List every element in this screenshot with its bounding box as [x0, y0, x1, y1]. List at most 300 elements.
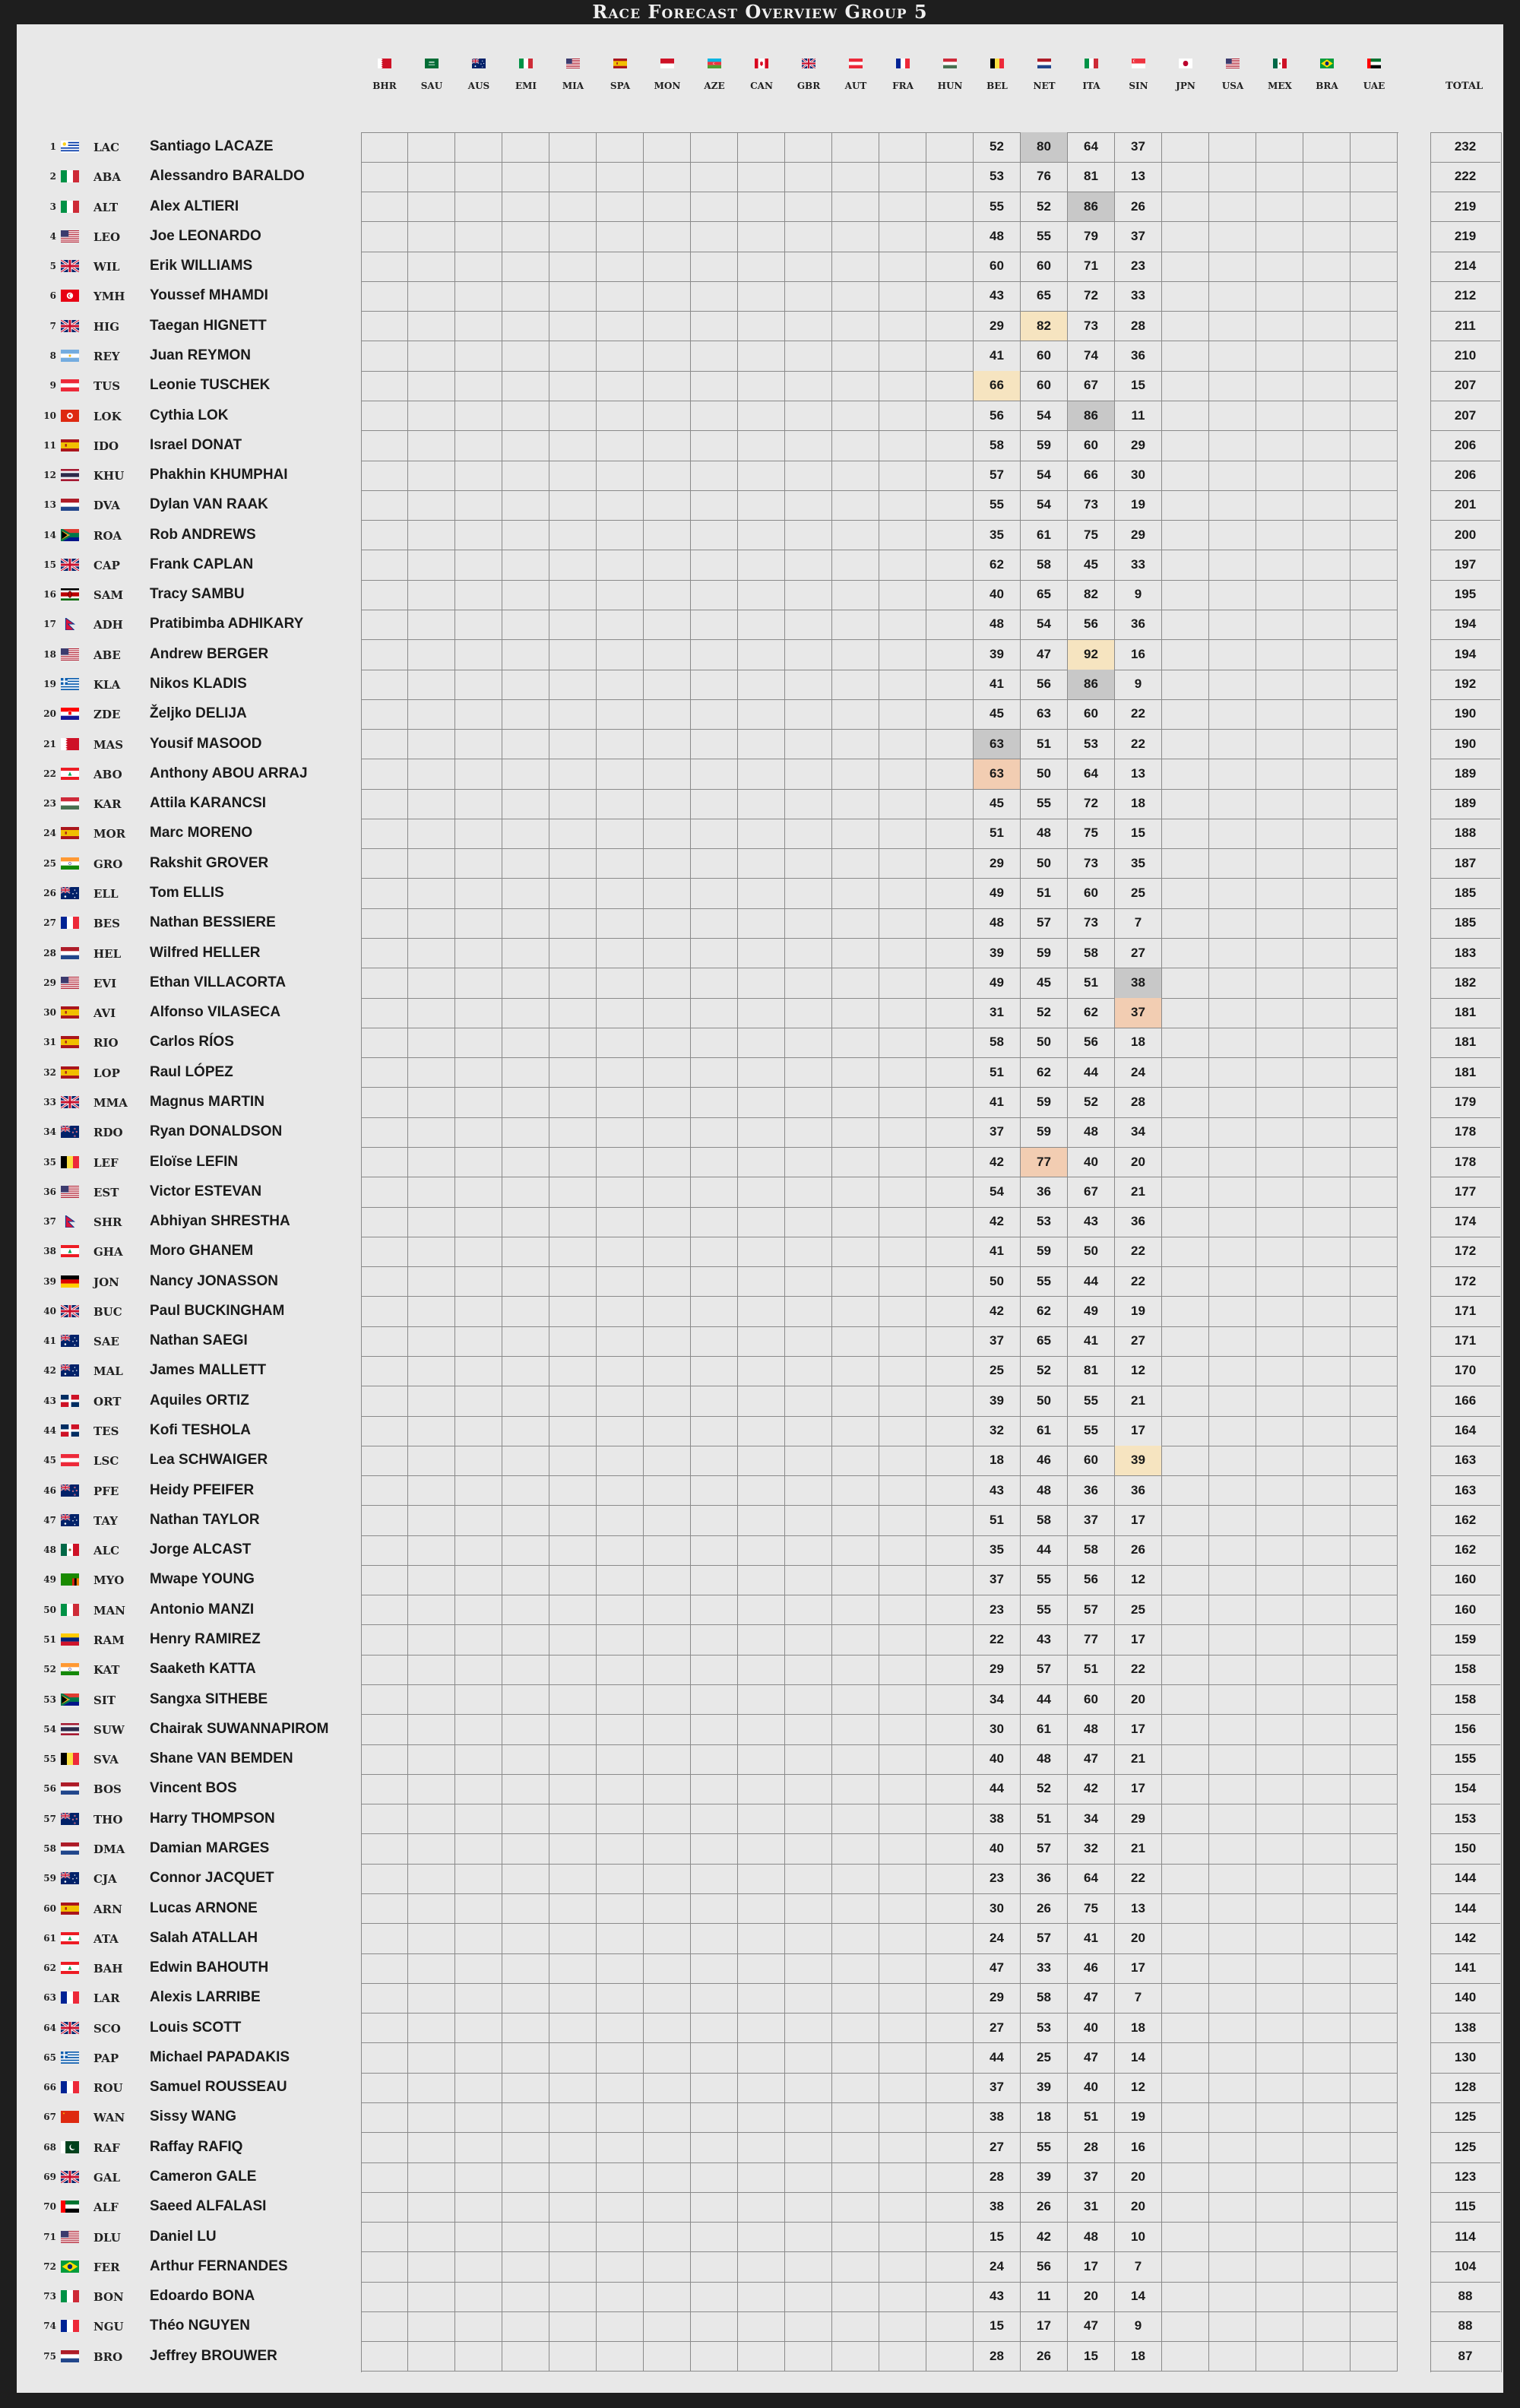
- score-cell-emi: [502, 1237, 549, 1267]
- score-cell-uae: [1351, 610, 1398, 640]
- score-cell-mon: [644, 670, 691, 700]
- score-cell-fra: [879, 1625, 926, 1656]
- score-cell-bra: [1303, 1804, 1351, 1835]
- player-name: Alessandro BARALDO: [150, 168, 305, 184]
- score-cell-sau: [408, 2162, 455, 2193]
- player-name: Lucas ARNONE: [150, 1900, 258, 1916]
- score-cell-usa: [1209, 819, 1256, 849]
- score-cell-fra: [879, 1744, 926, 1775]
- score-cell-emi: [502, 1535, 549, 1566]
- player-code: TUS: [93, 379, 121, 393]
- score-cell-bel: 54: [974, 1177, 1021, 1208]
- score-cell-spa: [597, 580, 644, 610]
- venezuela-flag-icon: [61, 1633, 79, 1646]
- row-position: 47: [43, 1515, 56, 1526]
- score-cell-net: 59: [1021, 939, 1068, 969]
- score-cell-bra: [1303, 1058, 1351, 1088]
- score-cell-spa: [597, 490, 644, 521]
- score-cell-bra: [1303, 2102, 1351, 2133]
- row-position: 34: [43, 1126, 56, 1137]
- player-name: Marc MORENO: [150, 825, 253, 841]
- score-cell-mia: [549, 2252, 597, 2283]
- score-cell-usa: [1209, 1416, 1256, 1446]
- score-cell-gbr: [785, 1655, 832, 1685]
- player-name: Daniel LU: [150, 2229, 217, 2245]
- player-code: LOK: [93, 410, 122, 423]
- score-cell-aut: [832, 2162, 879, 2193]
- player-code: GRO: [93, 857, 123, 871]
- score-cell-uae: [1351, 2342, 1398, 2372]
- score-cell-mon: [644, 2223, 691, 2253]
- total-cell: 172: [1430, 1267, 1500, 1297]
- score-cell-mia: [549, 1655, 597, 1685]
- row-position: 1: [49, 141, 56, 152]
- player-name: Nikos KLADIS: [150, 676, 247, 692]
- score-cell-can: [738, 1625, 785, 1656]
- player-name: Carlos RÍOS: [150, 1034, 234, 1050]
- score-cell-mon: [644, 1774, 691, 1804]
- score-cell-hun: [926, 1476, 974, 1507]
- uae-flag-icon: [61, 2200, 79, 2213]
- canada-flag-icon: [755, 59, 768, 68]
- score-cell-net: 51: [1021, 1804, 1068, 1835]
- newzealand-flag-icon: [61, 1813, 79, 1825]
- score-cell-ita: 46: [1068, 1953, 1115, 1984]
- score-cell-spa: [597, 1655, 644, 1685]
- score-cell-bhr: [361, 968, 408, 999]
- player-name: Jeffrey BROUWER: [150, 2348, 277, 2364]
- score-cell-hun: [926, 670, 974, 700]
- score-cell-sin: 22: [1115, 1864, 1162, 1894]
- score-cell-jpn: [1162, 1028, 1209, 1058]
- score-cell-sin: 19: [1115, 490, 1162, 521]
- score-cell-sin: 25: [1115, 1595, 1162, 1626]
- score-cell-aus: [455, 2073, 502, 2103]
- score-cell-aze: [691, 1237, 738, 1267]
- score-cell-bel: 41: [974, 1088, 1021, 1118]
- score-cell-ita: 86: [1068, 192, 1115, 223]
- score-cell-gbr: [785, 1625, 832, 1656]
- score-cell-bra: [1303, 401, 1351, 432]
- southafrica-flag-icon: [61, 1694, 79, 1706]
- race-code-can: CAN: [750, 81, 773, 91]
- race-code-aut: AUT: [844, 81, 867, 91]
- player-code: RDO: [93, 1126, 123, 1139]
- score-cell-fra: [879, 2014, 926, 2044]
- score-cell-mex: [1256, 1207, 1303, 1237]
- usa-flag-icon: [61, 1186, 79, 1198]
- score-cell-emi: [502, 2192, 549, 2223]
- score-cell-usa: [1209, 1476, 1256, 1507]
- score-cell-jpn: [1162, 610, 1209, 640]
- italy-flag-icon: [61, 170, 79, 182]
- score-cell-bel: 29: [974, 849, 1021, 879]
- score-cell-hun: [926, 1565, 974, 1595]
- score-cell-sau: [408, 1506, 455, 1536]
- score-cell-usa: [1209, 1595, 1256, 1626]
- score-cell-aut: [832, 1207, 879, 1237]
- score-cell-emi: [502, 580, 549, 610]
- score-cell-aus: [455, 699, 502, 730]
- score-cell-mia: [549, 2223, 597, 2253]
- score-cell-emi: [502, 670, 549, 700]
- score-cell-mia: [549, 132, 597, 163]
- score-cell-mex: [1256, 2282, 1303, 2312]
- score-cell-mia: [549, 2342, 597, 2372]
- score-cell-net: 43: [1021, 1625, 1068, 1656]
- score-cell-fra: [879, 1565, 926, 1595]
- score-cell-gbr: [785, 849, 832, 879]
- score-cell-can: [738, 2043, 785, 2074]
- score-cell-emi: [502, 1804, 549, 1835]
- score-cell-ita: 75: [1068, 819, 1115, 849]
- dominican-flag-icon: [61, 1395, 79, 1407]
- player-code: BAH: [93, 1962, 123, 1976]
- row-position: 68: [43, 2142, 56, 2153]
- score-cell-bhr: [361, 2014, 408, 2044]
- score-cell-uae: [1351, 490, 1398, 521]
- score-cell-fra: [879, 1924, 926, 1954]
- score-cell-sau: [408, 1028, 455, 1058]
- score-cell-sin: 36: [1115, 1476, 1162, 1507]
- score-cell-emi: [502, 1506, 549, 1536]
- score-cell-emi: [502, 2282, 549, 2312]
- score-cell-gbr: [785, 1088, 832, 1118]
- player-code: MAL: [93, 1364, 123, 1378]
- score-cell-net: 55: [1021, 1267, 1068, 1297]
- score-cell-emi: [502, 1864, 549, 1894]
- score-cell-fra: [879, 1864, 926, 1894]
- score-cell-aus: [455, 1953, 502, 1984]
- score-cell-jpn: [1162, 730, 1209, 760]
- score-cell-usa: [1209, 1924, 1256, 1954]
- score-cell-sin: 18: [1115, 1028, 1162, 1058]
- score-cell-spa: [597, 879, 644, 909]
- score-cell-mex: [1256, 1894, 1303, 1925]
- score-cell-net: 39: [1021, 2073, 1068, 2103]
- score-cell-mia: [549, 939, 597, 969]
- score-cell-sin: 23: [1115, 252, 1162, 282]
- score-cell-gbr: [785, 1326, 832, 1357]
- total-cell: 160: [1430, 1595, 1500, 1626]
- score-cell-bra: [1303, 1028, 1351, 1058]
- score-cell-jpn: [1162, 1983, 1209, 2014]
- score-cell-hun: [926, 2014, 974, 2044]
- player-code: KLA: [93, 678, 121, 692]
- player-name: Alex ALTIERI: [150, 198, 239, 214]
- score-cell-can: [738, 1446, 785, 1476]
- score-cell-sau: [408, 1446, 455, 1476]
- spain-flag-icon: [61, 1066, 79, 1079]
- score-cell-aus: [455, 2342, 502, 2372]
- score-cell-can: [738, 1088, 785, 1118]
- score-cell-mia: [549, 1326, 597, 1357]
- score-cell-emi: [502, 1326, 549, 1357]
- score-cell-sin: 17: [1115, 1953, 1162, 1984]
- score-cell-mia: [549, 1715, 597, 1745]
- page-title: Race Forecast Overview Group 5: [592, 1, 928, 23]
- score-cell-jpn: [1162, 2223, 1209, 2253]
- score-cell-usa: [1209, 1297, 1256, 1327]
- score-cell-ita: 42: [1068, 1774, 1115, 1804]
- score-cell-aus: [455, 490, 502, 521]
- score-cell-bra: [1303, 1953, 1351, 1984]
- score-cell-fra: [879, 670, 926, 700]
- score-cell-sin: 34: [1115, 1117, 1162, 1148]
- score-cell-jpn: [1162, 1476, 1209, 1507]
- score-cell-usa: [1209, 1625, 1256, 1656]
- score-cell-jpn: [1162, 968, 1209, 999]
- score-cell-sau: [408, 1326, 455, 1357]
- score-cell-emi: [502, 222, 549, 252]
- score-cell-ita: 73: [1068, 908, 1115, 939]
- score-cell-ita: 51: [1068, 968, 1115, 999]
- score-cell-spa: [597, 2342, 644, 2372]
- score-cell-bra: [1303, 1446, 1351, 1476]
- score-cell-fra: [879, 521, 926, 551]
- player-code: MAS: [93, 738, 124, 752]
- score-cell-net: 48: [1021, 819, 1068, 849]
- score-cell-uae: [1351, 1386, 1398, 1417]
- score-cell-hun: [926, 730, 974, 760]
- score-cell-jpn: [1162, 640, 1209, 670]
- score-cell-gbr: [785, 1953, 832, 1984]
- score-cell-bel: 50: [974, 1267, 1021, 1297]
- score-cell-aut: [832, 1924, 879, 1954]
- score-cell-aus: [455, 879, 502, 909]
- score-cell-ita: 64: [1068, 132, 1115, 163]
- score-cell-bra: [1303, 1685, 1351, 1716]
- score-cell-can: [738, 610, 785, 640]
- score-cell-uae: [1351, 1655, 1398, 1685]
- score-cell-jpn: [1162, 2162, 1209, 2193]
- row-position: 38: [43, 1246, 56, 1256]
- score-cell-aze: [691, 550, 738, 581]
- player-name: Nathan BESSIERE: [150, 914, 276, 930]
- player-code: EST: [93, 1186, 119, 1199]
- score-cell-aus: [455, 1625, 502, 1656]
- score-cell-jpn: [1162, 1297, 1209, 1327]
- china-flag-icon: [61, 2111, 79, 2123]
- score-cell-mia: [549, 1117, 597, 1148]
- score-cell-aus: [455, 1744, 502, 1775]
- score-cell-emi: [502, 192, 549, 223]
- thailand-flag-icon: [61, 1723, 79, 1735]
- score-cell-bhr: [361, 1356, 408, 1386]
- row-position: 4: [49, 231, 56, 242]
- score-cell-hun: [926, 490, 974, 521]
- score-cell-uae: [1351, 1326, 1398, 1357]
- score-cell-bel: 39: [974, 939, 1021, 969]
- score-cell-uae: [1351, 132, 1398, 163]
- score-cell-mex: [1256, 1088, 1303, 1118]
- score-cell-hun: [926, 1117, 974, 1148]
- score-cell-gbr: [785, 670, 832, 700]
- score-cell-jpn: [1162, 1565, 1209, 1595]
- score-cell-aut: [832, 1565, 879, 1595]
- score-cell-fra: [879, 1715, 926, 1745]
- row-position: 8: [49, 350, 56, 361]
- hungary-flag-icon: [943, 59, 957, 68]
- row-position: 60: [43, 1903, 56, 1914]
- score-cell-hun: [926, 521, 974, 551]
- player-code: NGU: [93, 2320, 124, 2334]
- score-cell-fra: [879, 1117, 926, 1148]
- score-cell-jpn: [1162, 312, 1209, 342]
- usa-flag-icon: [61, 977, 79, 989]
- score-cell-gbr: [785, 132, 832, 163]
- score-cell-bra: [1303, 341, 1351, 372]
- score-cell-net: 63: [1021, 699, 1068, 730]
- score-cell-bra: [1303, 670, 1351, 700]
- score-cell-bel: 41: [974, 670, 1021, 700]
- score-cell-sau: [408, 2014, 455, 2044]
- score-cell-gbr: [785, 1356, 832, 1386]
- score-cell-jpn: [1162, 1446, 1209, 1476]
- score-cell-sau: [408, 162, 455, 192]
- score-cell-bra: [1303, 521, 1351, 551]
- score-cell-aut: [832, 461, 879, 491]
- player-name: Henry RAMIREZ: [150, 1631, 261, 1647]
- score-cell-fra: [879, 162, 926, 192]
- score-cell-sin: 21: [1115, 1177, 1162, 1208]
- score-cell-aus: [455, 1326, 502, 1357]
- race-code-uae: UAE: [1363, 81, 1385, 91]
- total-cell: 192: [1430, 670, 1500, 700]
- player-code: TES: [93, 1424, 119, 1438]
- score-cell-jpn: [1162, 162, 1209, 192]
- score-cell-emi: [502, 1953, 549, 1984]
- score-cell-usa: [1209, 281, 1256, 312]
- player-code: CJA: [93, 1872, 117, 1886]
- score-cell-mia: [549, 1506, 597, 1536]
- score-cell-jpn: [1162, 2102, 1209, 2133]
- score-cell-mia: [549, 2162, 597, 2193]
- score-cell-uae: [1351, 222, 1398, 252]
- total-cell: 174: [1430, 1207, 1500, 1237]
- score-cell-mon: [644, 2252, 691, 2283]
- score-cell-bhr: [361, 2043, 408, 2074]
- score-cell-bra: [1303, 1774, 1351, 1804]
- score-cell-fra: [879, 908, 926, 939]
- score-cell-bel: 29: [974, 1983, 1021, 2014]
- score-cell-usa: [1209, 1088, 1256, 1118]
- italy-flag-icon: [519, 59, 533, 68]
- score-cell-usa: [1209, 1715, 1256, 1745]
- player-name: Rakshit GROVER: [150, 855, 269, 871]
- score-cell-gbr: [785, 2192, 832, 2223]
- row-position: 6: [49, 290, 56, 301]
- row-position: 21: [43, 739, 56, 749]
- total-cell: 163: [1430, 1476, 1500, 1507]
- score-cell-jpn: [1162, 2133, 1209, 2163]
- total-cell: 150: [1430, 1834, 1500, 1865]
- score-cell-hun: [926, 1953, 974, 1984]
- score-cell-mex: [1256, 2102, 1303, 2133]
- score-cell-ita: 92: [1068, 640, 1115, 670]
- score-cell-jpn: [1162, 2342, 1209, 2372]
- player-name: Saaketh KATTA: [150, 1661, 256, 1677]
- score-cell-uae: [1351, 759, 1398, 790]
- score-cell-sin: 12: [1115, 1356, 1162, 1386]
- score-cell-mex: [1256, 1117, 1303, 1148]
- score-cell-jpn: [1162, 939, 1209, 969]
- score-cell-aze: [691, 1028, 738, 1058]
- row-position: 31: [43, 1037, 56, 1047]
- player-name: Željko DELIJA: [150, 705, 247, 721]
- score-cell-usa: [1209, 998, 1256, 1028]
- total-cell: 181: [1430, 1058, 1500, 1088]
- player-name: Santiago LACAZE: [150, 138, 274, 154]
- race-code-mex: MEX: [1268, 81, 1292, 91]
- score-cell-ita: 48: [1068, 2223, 1115, 2253]
- player-code: AVI: [93, 1006, 116, 1020]
- score-cell-bhr: [361, 1386, 408, 1417]
- score-cell-bhr: [361, 789, 408, 819]
- score-cell-hun: [926, 1028, 974, 1058]
- score-cell-aut: [832, 312, 879, 342]
- score-cell-emi: [502, 1117, 549, 1148]
- score-cell-can: [738, 1028, 785, 1058]
- score-cell-can: [738, 2192, 785, 2223]
- score-cell-uae: [1351, 580, 1398, 610]
- total-cell: 142: [1430, 1924, 1500, 1954]
- score-cell-usa: [1209, 2133, 1256, 2163]
- player-code: RAF: [93, 2141, 120, 2155]
- score-cell-sau: [408, 192, 455, 223]
- score-cell-usa: [1209, 1446, 1256, 1476]
- score-cell-can: [738, 699, 785, 730]
- score-cell-spa: [597, 1237, 644, 1267]
- score-cell-aut: [832, 1117, 879, 1148]
- score-cell-aze: [691, 640, 738, 670]
- score-cell-hun: [926, 1386, 974, 1417]
- row-position: 57: [43, 1814, 56, 1824]
- score-cell-bra: [1303, 1715, 1351, 1745]
- score-cell-sin: 19: [1115, 1297, 1162, 1327]
- score-cell-sau: [408, 312, 455, 342]
- total-cell: 219: [1430, 222, 1500, 252]
- score-cell-net: 55: [1021, 1595, 1068, 1626]
- score-cell-mex: [1256, 1267, 1303, 1297]
- score-cell-net: 61: [1021, 1416, 1068, 1446]
- score-cell-mon: [644, 998, 691, 1028]
- score-cell-ita: 67: [1068, 1177, 1115, 1208]
- score-cell-can: [738, 312, 785, 342]
- score-cell-emi: [502, 2311, 549, 2342]
- uk-flag-icon: [61, 260, 79, 272]
- uae-flag-icon: [1367, 59, 1381, 68]
- player-code: HIG: [93, 320, 119, 334]
- score-cell-mon: [644, 2073, 691, 2103]
- score-cell-aut: [832, 1864, 879, 1894]
- score-cell-aut: [832, 640, 879, 670]
- row-position: 37: [43, 1216, 56, 1227]
- score-cell-ita: 49: [1068, 1297, 1115, 1327]
- total-cell: 163: [1430, 1446, 1500, 1476]
- australia-flag-icon: [61, 887, 79, 899]
- row-position: 22: [43, 768, 56, 779]
- croatia-flag-icon: [61, 708, 79, 720]
- score-cell-can: [738, 789, 785, 819]
- score-cell-usa: [1209, 431, 1256, 461]
- score-cell-mex: [1256, 968, 1303, 999]
- player-code: WAN: [93, 2111, 125, 2124]
- row-position: 59: [43, 1873, 56, 1884]
- score-cell-spa: [597, 550, 644, 581]
- score-cell-aus: [455, 431, 502, 461]
- score-cell-bhr: [361, 371, 408, 401]
